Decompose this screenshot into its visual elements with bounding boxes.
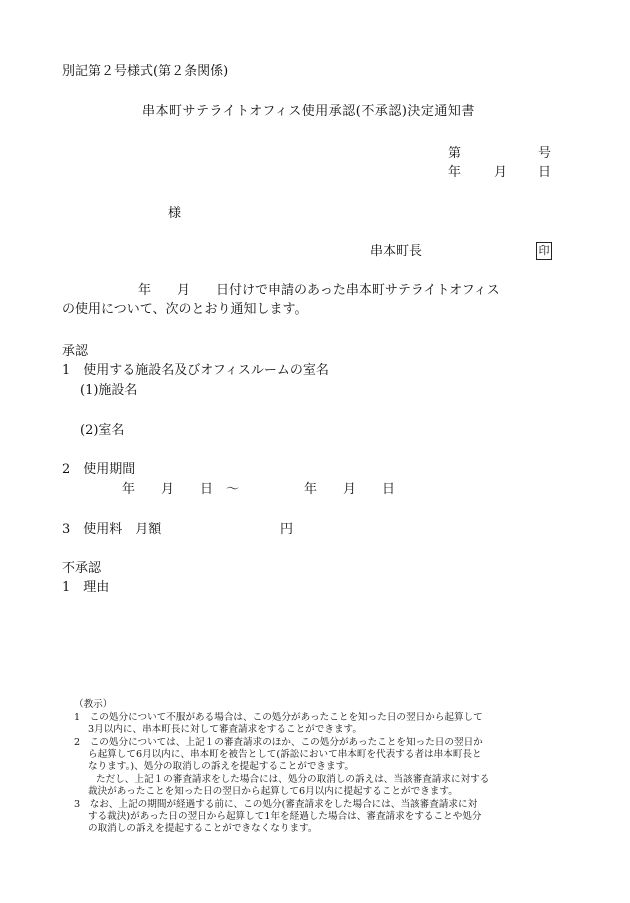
sender-name: 串本町長: [370, 244, 423, 259]
document-title: 串本町サテライトオフィス使用承認(不承認)決定通知書: [142, 104, 475, 119]
rejection-reason: 1 理由: [62, 580, 110, 595]
room-name-label: (2)室名: [80, 423, 125, 438]
body-line-1: 年 月 日付けで申請のあった串本町サテライトオフィス: [138, 283, 500, 298]
note-2-line-1: 2 この処分については、上記１の審査請求のほか、この処分があったことを知った日の翌日か: [74, 737, 483, 748]
note-2-line-3: なります。)、処分の取消しの訴えを提起することができます。: [88, 761, 355, 772]
approval-item-1: 1 使用する施設名及びオフィスルームの室名: [62, 363, 329, 378]
date-day: 日: [538, 165, 552, 180]
note-2-line-4: ただし、上記１の審査請求をした場合には、処分の取消しの訴えは、当該審査請求に対する: [96, 774, 490, 785]
note-3-line-1: 3 なお、上記の期間が経過する前に、この処分(審査請求をした場合には、当該審査請求に対: [74, 799, 478, 810]
form-reference: 別記第２号様式(第２条関係): [62, 64, 229, 79]
note-1-line-2: 3月以内に、串本町長に対して審査請求をすることができます。: [88, 724, 362, 735]
approval-heading: 承認: [62, 344, 89, 359]
addressee-sama: 様: [168, 206, 182, 221]
rejection-heading: 不承認: [62, 561, 102, 576]
notes-heading: （教示）: [74, 699, 113, 710]
approval-item-2: 2 使用期間: [62, 462, 136, 477]
fee-yen: 円: [280, 522, 294, 537]
facility-name-label: (1)施設名: [80, 383, 138, 398]
note-1-line-1: 1 この処分について不服がある場合は、この処分があったことを知った日の翌日から起算して: [74, 712, 483, 723]
approval-item-3: 3 使用料 月額: [62, 522, 162, 537]
note-2-line-5: 裁決があったことを知った日の翌日から起算して6月以内に提起することができます。: [88, 786, 458, 797]
date-month: 月: [494, 165, 508, 180]
seal-mark: 印: [536, 242, 552, 260]
note-3-line-3: の取消しの訴えを提起することができなくなります。: [88, 823, 318, 834]
body-line-2: の使用について、次のとおり通知します。: [62, 302, 308, 317]
usage-period: 年 月 日 ～ 年 月 日: [122, 482, 396, 497]
ref-no-go: 号: [538, 146, 552, 161]
note-2-line-2: ら起算して6月以内に、串本町を被告として(訴訟において串本町を代表する者は串本町長と: [88, 749, 482, 760]
ref-no-dai: 第: [448, 146, 462, 161]
note-3-line-2: する裁決)があった日の翌日から起算して1年を経過した場合は、審査請求をすることや処分: [88, 811, 482, 822]
date-year: 年: [448, 165, 462, 180]
